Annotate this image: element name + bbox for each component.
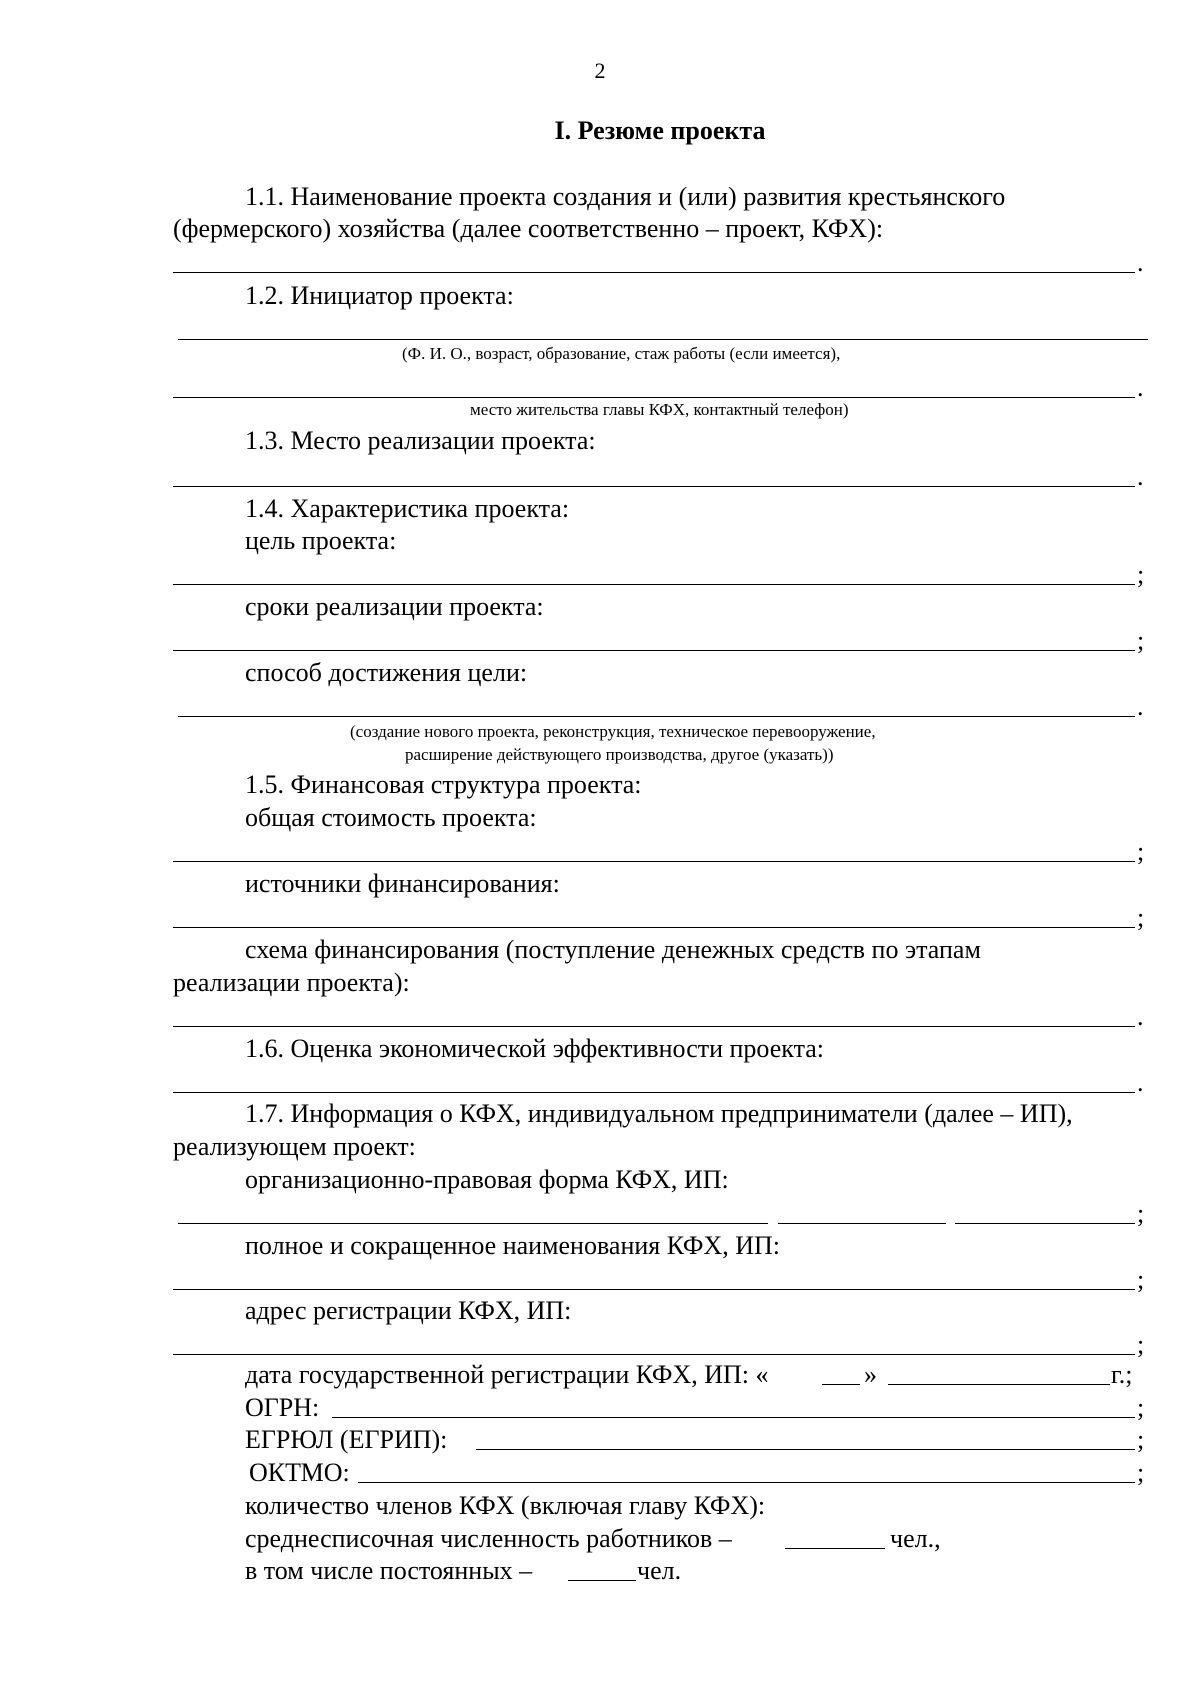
section-title: I. Резюме проекта [554, 116, 766, 145]
s1-7-oktmo-blank-line[interactable] [358, 1482, 1135, 1483]
semicolon: ; [1137, 1330, 1145, 1359]
s1-4-hint1: (создание нового проекта, реконструкция, техническое перевооружение, [350, 722, 876, 741]
semicolon: ; [1137, 560, 1145, 589]
s1-7-reg-date-suffix: г.; [1111, 1360, 1133, 1389]
semicolon: ; [1137, 1458, 1145, 1487]
s1-7-egrul-blank-line[interactable] [476, 1449, 1135, 1450]
s1-7-org-form-blank-2[interactable] [778, 1223, 946, 1224]
s1-5-scheme-line1: схема финансирования (поступление денежных средств по этапам [245, 935, 981, 964]
s1-7-org-form-blank-3[interactable] [955, 1223, 1135, 1224]
s1-7-reg-day-blank[interactable] [822, 1384, 860, 1385]
s1-7-oktmo-label: ОКТМО: [249, 1458, 350, 1487]
s1-5-scheme-blank-line[interactable] [173, 1026, 1135, 1027]
s1-7-org-form-blank-1[interactable] [178, 1223, 768, 1224]
s1-5-sources-blank-line[interactable] [173, 927, 1135, 928]
s1-7-full-name: полное и сокращенное наименования КФХ, ИП: [245, 1231, 781, 1260]
s1-2-blank-line-2[interactable] [173, 397, 1135, 398]
semicolon: ; [1137, 1265, 1145, 1294]
semicolon: ; [1137, 626, 1145, 655]
semicolon: ; [1137, 903, 1145, 932]
s1-1-line2: (фермерского) хозяйства (далее соответственно – проект, КФХ): [173, 214, 884, 243]
s1-7-reg-date-mid: » [864, 1360, 877, 1389]
period: . [1137, 1068, 1144, 1097]
semicolon: ; [1137, 1199, 1145, 1228]
s1-4-method: способ достижения цели: [245, 658, 528, 687]
s1-5-sources: источники финансирования: [245, 869, 560, 898]
s1-7-permanent-blank[interactable] [568, 1580, 636, 1581]
s1-7-ogrn-blank-line[interactable] [332, 1417, 1135, 1418]
s1-7-full-name-blank-line[interactable] [173, 1289, 1135, 1290]
s1-1-line1: 1.1. Наименование проекта создания и (или) развития крестьянского [245, 182, 1006, 211]
s1-5-label: 1.5. Финансовая структура проекта: [245, 770, 642, 799]
semicolon: ; [1137, 837, 1145, 866]
s1-7-members: количество членов КФХ (включая главу КФХ): [245, 1491, 766, 1520]
s1-1-blank-line[interactable] [173, 272, 1135, 273]
s1-4-goal-blank-line[interactable] [173, 584, 1135, 585]
period: . [1137, 462, 1144, 491]
s1-7-reg-date-prefix: дата государственной регистрации КФХ, ИП: « [245, 1360, 769, 1389]
s1-7-staff-blank[interactable] [785, 1548, 885, 1549]
s1-7-staff-suffix: чел., [890, 1524, 941, 1553]
period: . [1137, 1002, 1144, 1031]
semicolon: ; [1137, 1393, 1145, 1422]
s1-7-org-form: организационно-правовая форма КФХ, ИП: [245, 1165, 729, 1194]
s1-7-permanent-suffix: чел. [637, 1556, 682, 1585]
s1-7-ogrn-label: ОГРН: [245, 1393, 320, 1422]
s1-7-permanent-prefix: в том числе постоянных – [245, 1556, 533, 1585]
s1-5-total-cost-blank-line[interactable] [173, 861, 1135, 862]
period: . [1137, 692, 1144, 721]
s1-7-address: адрес регистрации КФХ, ИП: [245, 1296, 572, 1325]
s1-4-terms: сроки реализации проекта: [245, 592, 544, 621]
s1-7-address-blank-line[interactable] [173, 1354, 1135, 1355]
s1-2-hint2: место жительства главы КФХ, контактный телефон) [470, 400, 849, 419]
s1-7-staff-prefix: среднесписочная численность работников – [245, 1524, 732, 1553]
s1-2-hint1: (Ф. И. О., возраст, образование, стаж работы (если имеется), [402, 344, 841, 363]
s1-6-blank-line[interactable] [173, 1092, 1135, 1093]
s1-4-method-blank-line[interactable] [178, 716, 1135, 717]
s1-7-reg-month-year-blank[interactable] [888, 1384, 1110, 1385]
s1-2-blank-line-1[interactable] [178, 339, 1148, 340]
page-number: 2 [594, 58, 606, 83]
s1-4-goal: цель проекта: [245, 526, 397, 555]
s1-7-egrul-label: ЕГРЮЛ (ЕГРИП): [245, 1425, 448, 1454]
period: . [1137, 373, 1144, 402]
s1-6-label: 1.6. Оценка экономической эффективности проекта: [245, 1034, 825, 1063]
s1-7-line1: 1.7. Информация о КФХ, индивидуальном предприниматели (далее – ИП), [245, 1099, 1073, 1128]
s1-4-label: 1.4. Характеристика проекта: [245, 494, 570, 523]
s1-5-total-cost: общая стоимость проекта: [245, 803, 537, 832]
s1-3-label: 1.3. Место реализации проекта: [245, 426, 596, 455]
s1-7-line2: реализующем проект: [173, 1132, 416, 1161]
s1-2-label: 1.2. Инициатор проекта: [245, 281, 514, 310]
s1-3-blank-line[interactable] [173, 486, 1135, 487]
s1-4-hint2: расширение действующего производства, другое (указать)) [405, 745, 834, 764]
semicolon: ; [1137, 1425, 1145, 1454]
period: . [1137, 248, 1144, 277]
s1-4-terms-blank-line[interactable] [173, 650, 1135, 651]
s1-5-scheme-line2: реализации проекта): [173, 968, 410, 997]
